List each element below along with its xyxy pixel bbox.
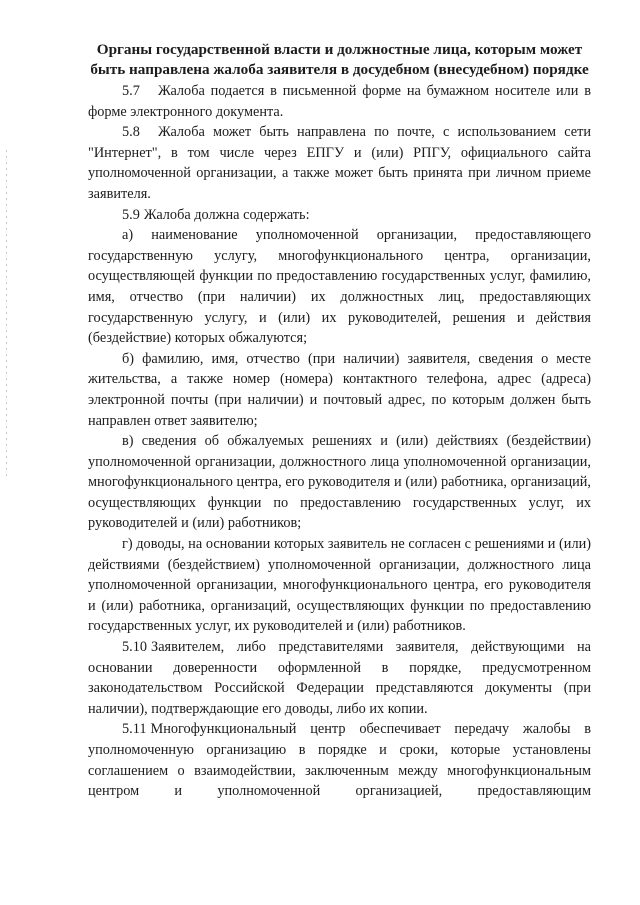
paragraph-text: Жалоба может быть направлена по почте, с использованием сети "Интернет", в том числе через ЕПГУ и (или) РПГУ, официального сайта уполномоченной организации, а также может быть принята при личном приеме заявителя. — [88, 124, 591, 202]
paragraph-5-11 — [88, 719, 591, 801]
paragraph-5-8 — [88, 122, 591, 204]
paragraph-5-7 — [88, 81, 591, 122]
paragraph-text: Жалоба должна содержать: — [143, 206, 310, 223]
section-heading: Органы государственной власти и должностные лица, которым может быть направлена жалоба заявителя в досудебном (внесудебном) порядке — [90, 41, 589, 78]
paragraph-number: 5.11 — [122, 721, 147, 738]
paragraph-item-b — [88, 349, 591, 431]
paragraph-item-g — [88, 534, 591, 637]
paragraph-text: Многофункциональный центр обеспечивает передачу жалобы в уполномоченную организацию в порядке и сроки, которые установлены соглашением о взаимодействии, заключенным между многофункциональным центром и уполномоченной организацией, предоставляющим — [88, 721, 591, 800]
paragraph-text: г) доводы, на основании которых заявитель не согласен с решениями и (или) действиями (бездействием) уполномоченной организации, должностного лица уполномоченной организации, многофункционального центра, его руководителя и (или) работника, организаций, осуществляющих функции по предоставлению государственных услуг, их руководителей и (или) работников. — [88, 536, 591, 635]
paragraph-number: 5.8 — [122, 124, 140, 141]
paragraph-number: 5.9 — [122, 206, 140, 223]
paragraph-5-10 — [88, 637, 591, 719]
scan-margin-mark — [6, 150, 7, 480]
paragraph-text: в) сведения об обжалуемых решениях и (или) действиях (бездействии) уполномоченной организации, должностного лица уполномоченной организации, многофункционального центра, его руководителя и (или) работника, организаций, осуществляющих функции по предоставлению государственных услуг, их руководителей и (или) работников; — [88, 433, 591, 532]
paragraph-5-9 — [88, 205, 591, 226]
paragraph-text: а) наименование уполномоченной организации, предоставляющего государственную услугу, многофункционального центра, организации, осуществляющей функции по предоставлению государственных услуг, фамилию, имя, отчество (при наличии) их должностных лиц, предоставляющих государственную услугу, и (или) их руководителей, решения и действия (бездействие) которых обжалуются; — [88, 227, 591, 347]
paragraph-item-a — [88, 225, 591, 349]
paragraph-text: Жалоба подается в письменной форме на бумажном носителе или в форме электронного документа. — [88, 83, 591, 120]
paragraph-item-v — [88, 431, 591, 534]
paragraph-text: Заявителем, либо представителями заявителя, действующими на основании доверенности оформленной в порядке, предусмотренном законодательством Российской Федерации представляются документы (при наличии), подтверждающие его доводы, либо их копии. — [88, 639, 591, 717]
paragraph-number: 5.7 — [122, 83, 140, 99]
paragraph-number: 5.10 — [122, 639, 148, 656]
document-page — [88, 40, 591, 802]
paragraph-text: б) фамилию, имя, отчество (при наличии) заявителя, сведения о месте жительства, а также номер (номера) контактного телефона, адрес (адреса) электронной почты (при наличии) и почтовый адрес, по которым должен быть направлен ответ заявителю; — [88, 350, 591, 429]
